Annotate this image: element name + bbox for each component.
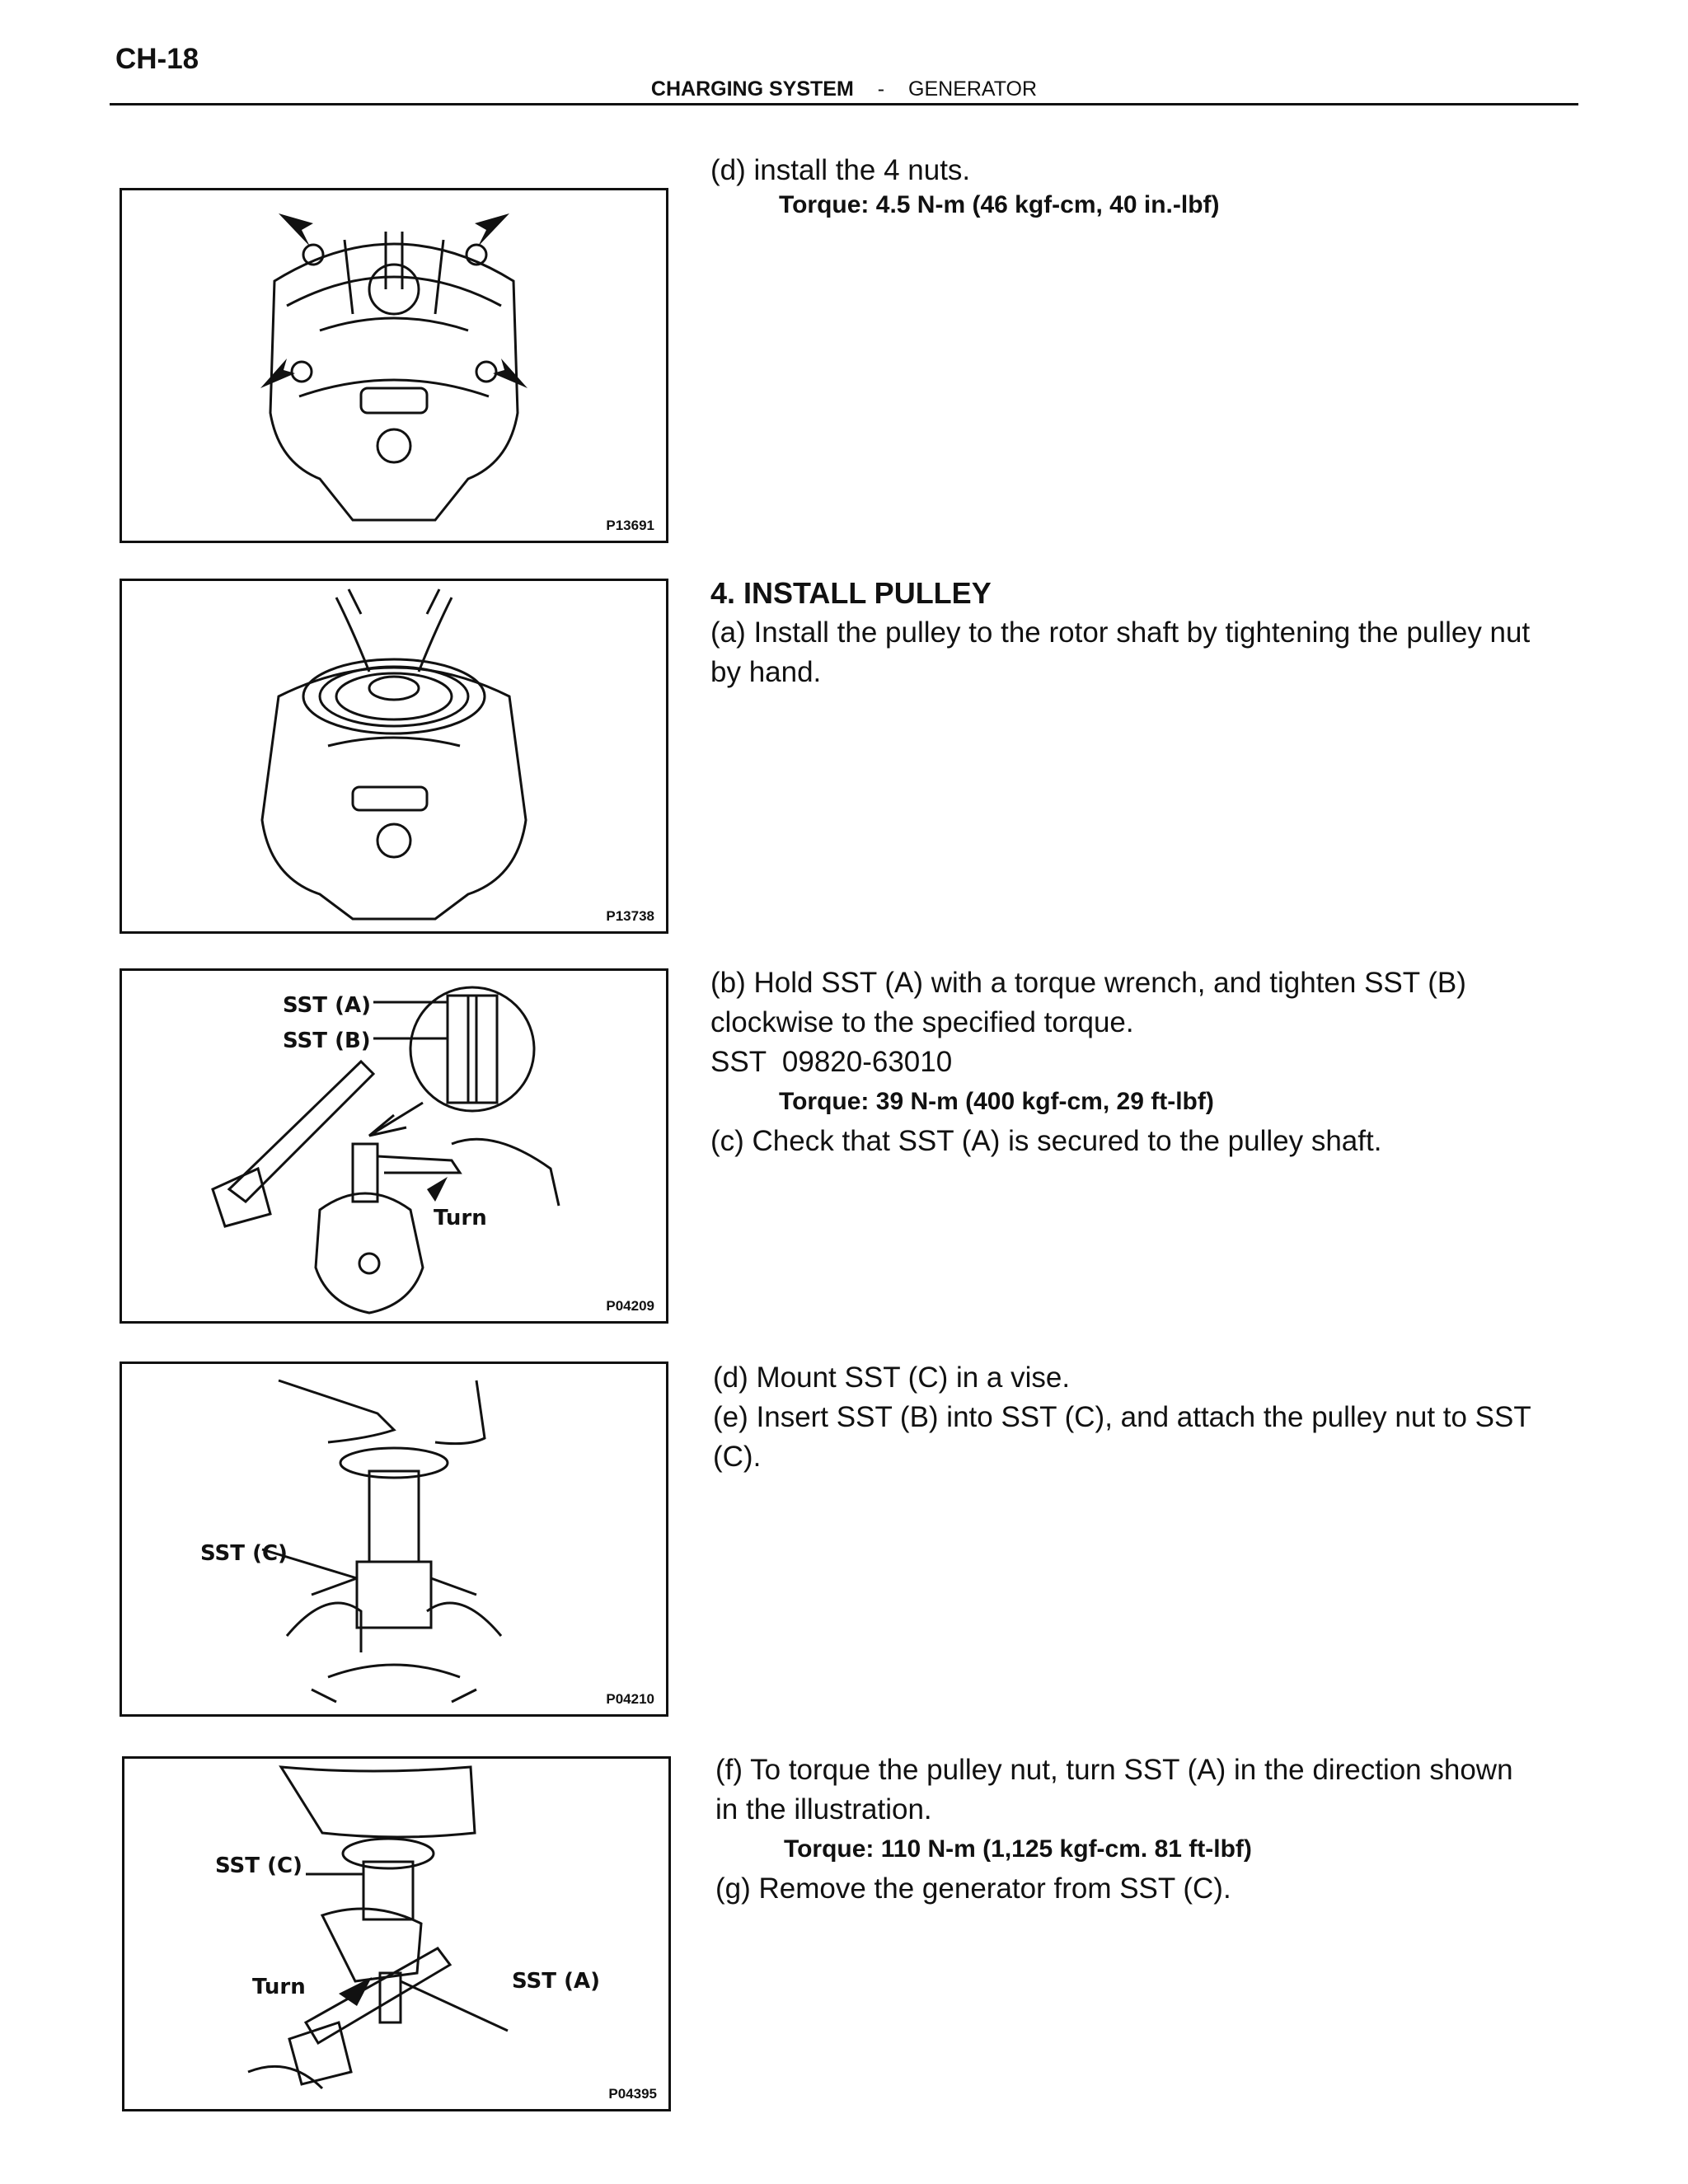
- section-title: CHARGING SYSTEM: [650, 77, 854, 101]
- vise-mount-drawing: [122, 1364, 666, 1714]
- step-g-remove-generator: (g) Remove the generator from SST (C).: [715, 1872, 1231, 1905]
- label-turn: Turn: [252, 1975, 306, 1999]
- torque-spec: Torque: 39 N-m (400 kgf-cm, 29 ft-lbf): [779, 1088, 1214, 1115]
- text-block-5: [715, 1750, 1540, 1909]
- figure-torque-pulley-nut: [122, 1756, 671, 2111]
- running-header: [0, 77, 1688, 101]
- text-block-2: [710, 574, 1535, 692]
- step-d-mount-sst: (d) Mount SST (C) in a vise.: [713, 1361, 1071, 1394]
- sst-number: SST 09820-63010: [710, 1046, 953, 1078]
- header-rule: [110, 103, 1578, 105]
- label-sst-a: SST (A): [512, 1969, 600, 1994]
- label-sst-b: SST (B): [283, 1029, 371, 1053]
- torque-spec: Torque: 4.5 N-m (46 kgf-cm, 40 in.-lbf): [779, 191, 1220, 218]
- header-separator: -: [877, 77, 885, 101]
- text-block-4: [713, 1358, 1537, 1477]
- figure-code: P13691: [606, 518, 654, 533]
- label-turn: Turn: [434, 1206, 487, 1230]
- label-sst-a: SST (A): [283, 993, 371, 1018]
- torque-wrench-drawing: [122, 971, 666, 1321]
- step-e-insert-sst: (e) Insert SST (B) into SST (C), and attach the pulley nut to SST (C).: [713, 1401, 1531, 1473]
- torque-pulley-nut-drawing: [124, 1759, 668, 2109]
- figure-code: P13738: [606, 908, 654, 924]
- step-c-check-sst: (c) Check that SST (A) is secured to the pulley shaft.: [710, 1125, 1382, 1157]
- text-block-3: [710, 963, 1535, 1161]
- generator-rear-drawing: [122, 190, 666, 541]
- figure-code: P04395: [608, 2086, 657, 2102]
- step-d-install-nuts: (d) install the 4 nuts.: [710, 154, 971, 186]
- figure-vise-mount: [120, 1361, 668, 1717]
- step-a-install-pulley: (a) Install the pulley to the rotor shaft by tightening the pulley nut by hand.: [710, 616, 1531, 688]
- step-heading: 4. INSTALL PULLEY: [710, 576, 992, 610]
- step-b-hold-sst: (b) Hold SST (A) with a torque wrench, and tighten SST (B) clockwise to the specified torque.: [710, 967, 1466, 1038]
- figure-code: P04209: [606, 1298, 654, 1314]
- text-block-1: [710, 151, 1535, 225]
- torque-spec: Torque: 110 N-m (1,125 kgf-cm. 81 ft-lbf): [784, 1835, 1252, 1863]
- step-f-torque-nut: (f) To torque the pulley nut, turn SST (A) in the direction shown in the illustration.: [715, 1754, 1513, 1825]
- figure-code: P04210: [606, 1691, 654, 1707]
- figure-nut-installation: [120, 188, 668, 543]
- figure-torque-wrench: [120, 968, 668, 1324]
- label-sst-c: SST (C): [200, 1541, 288, 1566]
- generator-pulley-drawing: [122, 581, 666, 931]
- label-sst-c: SST (C): [215, 1854, 302, 1878]
- figure-pulley-install: [120, 579, 668, 934]
- subsection-title: GENERATOR: [908, 77, 1038, 101]
- page-number: CH-18: [115, 43, 199, 75]
